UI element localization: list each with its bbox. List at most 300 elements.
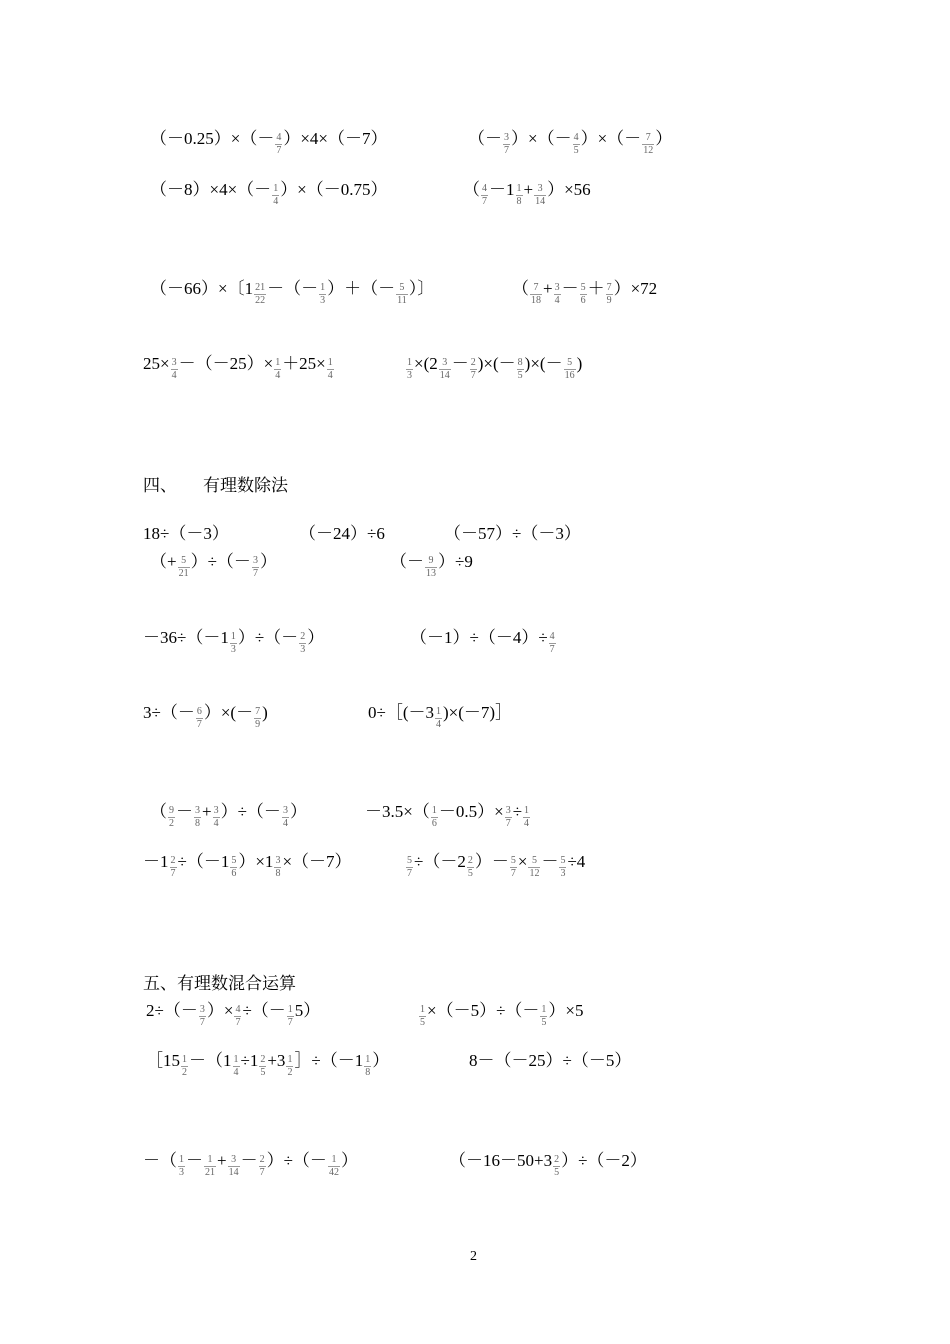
heading-mixed-operations: 五、有理数混合运算: [143, 974, 296, 993]
expression-text: ）×（－0.75）: [280, 180, 388, 199]
fraction: [364, 1054, 371, 1079]
fraction-denominator: 7: [505, 818, 511, 829]
expression-text: －（－: [267, 279, 319, 298]
fraction-denominator: 8: [516, 196, 522, 207]
exercise-expression: [444, 524, 581, 544]
fraction: [196, 706, 203, 731]
expression-text: 0÷［(－3: [368, 703, 434, 722]
fraction: [275, 132, 282, 157]
expression-text: －1: [489, 180, 515, 199]
fraction: [213, 805, 220, 830]
fraction-numerator: 5: [560, 855, 566, 866]
fraction-numerator: 1: [516, 183, 522, 194]
fraction-denominator: 13: [426, 568, 436, 579]
expression-text: （－8）×4×（－: [150, 180, 272, 199]
fraction: [505, 805, 512, 830]
fraction: [178, 1154, 185, 1179]
fraction: [254, 282, 266, 307]
fraction: [286, 1054, 293, 1079]
fraction: [564, 357, 576, 382]
fraction-denominator: 8: [275, 868, 281, 879]
fraction-numerator: 5: [580, 282, 586, 293]
fraction-denominator: 7: [549, 644, 555, 655]
expression-text: ÷（－1: [177, 852, 230, 871]
fraction-denominator: 5: [420, 1017, 425, 1028]
fraction-numerator: 1: [331, 1154, 337, 1165]
fraction-numerator: 5: [399, 282, 405, 293]
fraction-denominator: 14: [228, 1167, 239, 1178]
fraction-denominator: 4: [275, 370, 281, 381]
fraction: [419, 1004, 426, 1029]
fraction-numerator: 5: [531, 855, 537, 866]
fraction: [439, 357, 451, 382]
fraction-denominator: 2: [182, 1067, 187, 1078]
expression-text: ）〕: [408, 279, 435, 298]
fraction-numerator: 9: [428, 555, 434, 566]
expression-text: 5）: [294, 1001, 321, 1020]
fraction-numerator: 1: [230, 631, 236, 642]
fraction-numerator: 8: [517, 357, 523, 368]
fraction-numerator: 7: [645, 132, 651, 143]
fraction: [252, 555, 259, 580]
expression-text: －: [186, 1151, 203, 1170]
fraction-denominator: 5: [517, 370, 523, 381]
fraction-denominator: 14: [439, 370, 450, 381]
expression-text: －: [240, 1151, 258, 1170]
fraction-denominator: 7: [252, 568, 258, 579]
expression-text: ×（－5）÷（－: [427, 1001, 540, 1020]
fraction-numerator: 1: [287, 1004, 293, 1015]
fraction-numerator: 3: [213, 805, 219, 816]
expression-text: 18÷（－3）: [143, 524, 229, 543]
fraction: [530, 282, 542, 307]
fraction-denominator: 7: [287, 1017, 293, 1028]
expression-text: ）×（－: [580, 129, 642, 148]
expression-text: ）÷（－: [266, 1151, 327, 1170]
fraction: [170, 855, 177, 880]
fraction: [435, 706, 442, 731]
fraction-denominator: 14: [535, 196, 546, 207]
fraction: [327, 357, 334, 382]
expression-text: －: [451, 354, 469, 373]
expression-text: ＋: [587, 279, 605, 298]
fraction-denominator: 3: [179, 1167, 184, 1178]
fraction-numerator: 1: [273, 183, 279, 194]
expression-text: ): [576, 354, 583, 373]
fraction-numerator: 3: [282, 805, 288, 816]
fraction: [233, 1054, 240, 1079]
fraction-numerator: 5: [181, 555, 187, 566]
expression-text: （－0.25）×（－: [150, 129, 275, 148]
heading-division-number: 四、: [143, 476, 177, 495]
fraction: [234, 1004, 241, 1029]
fraction: [274, 357, 281, 382]
exercise-expression: [405, 852, 586, 879]
expression-text: ）: [340, 1151, 358, 1170]
expression-text: +: [217, 1151, 227, 1170]
fraction: [467, 855, 474, 880]
fraction-denominator: 6: [231, 868, 237, 879]
fraction-denominator: 2: [169, 818, 174, 829]
fraction-numerator: 3: [537, 183, 543, 194]
fraction-denominator: 18: [531, 295, 541, 306]
exercise-expression: [143, 852, 352, 879]
fraction: [580, 282, 587, 307]
fraction-denominator: 7: [196, 719, 202, 730]
expression-text: （－16－50+3: [449, 1151, 553, 1170]
fraction: [396, 282, 408, 307]
fraction-numerator: 1: [207, 1154, 213, 1165]
expression-text: ×（－7）: [282, 852, 352, 871]
fraction-denominator: 7: [235, 1017, 241, 1028]
fraction-numerator: 1: [524, 805, 530, 816]
fraction: [606, 282, 613, 307]
fraction-numerator: 1: [233, 1054, 239, 1065]
fraction-numerator: 5: [407, 855, 412, 866]
fraction: [516, 183, 523, 208]
expression-text: ）: [655, 129, 673, 148]
fraction-numerator: 4: [482, 183, 487, 194]
expression-text: )×(－: [477, 354, 516, 373]
exercise-expression: [463, 180, 591, 207]
fraction-denominator: 5: [541, 1017, 547, 1028]
fraction-numerator: 3: [199, 1004, 205, 1015]
fraction-denominator: 9: [606, 295, 612, 306]
exercise-expression: [368, 703, 513, 730]
fraction-numerator: 2: [170, 855, 176, 866]
fraction: [425, 555, 437, 580]
fraction-denominator: 4: [282, 818, 288, 829]
expression-text: ）: [289, 802, 307, 821]
heading-division-title: 有理数除法: [203, 476, 288, 495]
fraction-denominator: 5: [260, 1067, 266, 1078]
expression-text: －: [176, 802, 193, 821]
expression-text: －: [561, 279, 579, 298]
expression-text: ÷（－2: [414, 852, 466, 871]
fraction-numerator: 1: [179, 1154, 184, 1165]
fraction-denominator: 8: [195, 818, 200, 829]
fraction-numerator: 1: [420, 1004, 425, 1015]
expression-text: +: [202, 802, 212, 821]
fraction: [228, 1154, 240, 1179]
fraction-numerator: 7: [533, 282, 539, 293]
exercise-expression: [146, 1001, 321, 1028]
fraction-numerator: 2: [554, 1154, 560, 1165]
exercise-expression: [150, 129, 388, 156]
fraction-numerator: 2: [467, 855, 473, 866]
fraction-denominator: 3: [560, 868, 566, 879]
fraction-numerator: 1: [320, 282, 326, 293]
fraction-denominator: 7: [259, 1167, 265, 1178]
fraction: [528, 855, 540, 880]
fraction: [287, 1004, 294, 1029]
expression-text: ）×: [206, 1001, 234, 1020]
fraction: [272, 183, 279, 208]
fraction-denominator: 5: [467, 868, 473, 879]
fraction-numerator: 7: [606, 282, 612, 293]
fraction-numerator: 5: [567, 357, 573, 368]
expression-text: 3÷（－: [143, 703, 195, 722]
expression-text: 8－（－25）÷（－5）: [469, 1051, 632, 1070]
exercise-expression: [512, 279, 658, 306]
fraction-denominator: 4: [273, 196, 279, 207]
fraction: [259, 1154, 266, 1179]
fraction: [230, 631, 237, 656]
expression-text: （+: [150, 552, 177, 571]
expression-text: ×(2: [414, 354, 438, 373]
exercise-expression: [143, 628, 325, 655]
expression-text: －: [541, 852, 559, 871]
fraction: [181, 1054, 188, 1079]
fraction-denominator: 11: [397, 295, 407, 306]
fraction-numerator: 3: [171, 357, 177, 368]
exercise-expression: [418, 1001, 584, 1028]
fraction-denominator: 6: [431, 818, 437, 829]
fraction-denominator: 42: [328, 1167, 339, 1178]
fraction: [534, 183, 546, 208]
fraction: [517, 357, 524, 382]
fraction-denominator: 2: [287, 1067, 293, 1078]
expression-text: ）×56: [547, 180, 591, 199]
expression-text: +: [523, 180, 534, 199]
fraction-denominator: 6: [580, 295, 586, 306]
expression-text: ）×（－: [511, 129, 572, 148]
fraction: [274, 855, 281, 880]
fraction-denominator: 4: [171, 370, 177, 381]
expression-text: ）: [259, 552, 277, 571]
expression-text: ）: [307, 628, 325, 647]
fraction-numerator: 1: [365, 1054, 371, 1065]
exercise-expression: [143, 354, 335, 381]
expression-text: －1: [143, 852, 169, 871]
exercise-expression: [299, 524, 385, 544]
fraction-denominator: 4: [524, 818, 530, 829]
fraction-numerator: 9: [169, 805, 174, 816]
exercise-expression: [469, 1051, 631, 1071]
fraction: [559, 855, 566, 880]
exercise-expression: [143, 1151, 358, 1178]
fraction-numerator: 2: [260, 1054, 266, 1065]
fraction-denominator: 5: [554, 1167, 560, 1178]
expression-text: （－24）÷6: [299, 524, 385, 543]
fraction-denominator: 21: [178, 568, 189, 579]
expression-text: ＋25×: [282, 354, 326, 373]
fraction-numerator: 3: [231, 1154, 237, 1165]
expression-text: ）÷（－2）: [561, 1151, 647, 1170]
fraction-denominator: 7: [482, 196, 487, 207]
fraction-denominator: 7: [504, 145, 509, 156]
exercise-expression: [390, 552, 473, 579]
expression-text: ［15: [146, 1051, 180, 1070]
fraction: [328, 1154, 340, 1179]
fraction: [199, 1004, 206, 1029]
fraction-numerator: 4: [549, 631, 555, 642]
expression-text: －3.5×（: [365, 802, 430, 821]
fraction: [178, 555, 190, 580]
exercise-expression: [150, 279, 435, 306]
fraction: [642, 132, 654, 157]
expression-text: （－66）×〔1: [150, 279, 254, 298]
fraction-denominator: 3: [407, 370, 412, 381]
fraction: [510, 855, 517, 880]
fraction-numerator: 4: [235, 1004, 241, 1015]
fraction: [549, 631, 556, 656]
exercise-expression: [405, 354, 583, 381]
fraction: [481, 183, 488, 208]
fraction-numerator: 5: [510, 855, 516, 866]
fraction-denominator: 3: [320, 295, 326, 306]
fraction-numerator: 3: [554, 282, 560, 293]
expression-text: ）÷（－: [237, 628, 299, 647]
fraction-numerator: 2: [470, 357, 476, 368]
fraction-numerator: 3: [252, 555, 258, 566]
fraction: [299, 631, 306, 656]
fraction: [540, 1004, 547, 1029]
exercise-expression: [143, 524, 229, 544]
expression-text: －（1: [189, 1051, 232, 1070]
fraction-denominator: 3: [300, 644, 306, 655]
fraction-denominator: 7: [170, 868, 176, 879]
fraction-numerator: 1: [436, 706, 441, 717]
fraction-numerator: 4: [573, 132, 579, 143]
expression-text: （: [463, 180, 480, 199]
fraction-numerator: 2: [300, 631, 306, 642]
fraction: [406, 357, 413, 382]
fraction-numerator: 21: [255, 282, 266, 293]
fraction-denominator: 4: [233, 1067, 239, 1078]
fraction: [230, 855, 237, 880]
fraction-numerator: 5: [231, 855, 237, 866]
fraction: [204, 1154, 216, 1179]
fraction: [431, 805, 438, 830]
fraction-denominator: 4: [436, 719, 441, 730]
expression-text: ）×5: [548, 1001, 584, 1020]
fraction-numerator: 3: [505, 805, 511, 816]
fraction-numerator: 1: [431, 805, 437, 816]
expression-text: 2÷（－: [146, 1001, 198, 1020]
fraction: [523, 805, 530, 830]
expression-text: ): [262, 703, 268, 722]
fraction: [168, 805, 175, 830]
expression-text: ）÷（－: [190, 552, 251, 571]
exercise-expression: [410, 628, 557, 655]
expression-text: 25×: [143, 354, 170, 373]
fraction-denominator: 4: [213, 818, 219, 829]
fraction-denominator: 9: [255, 719, 261, 730]
expression-text: ）×72: [613, 279, 658, 298]
fraction-denominator: 7: [276, 145, 282, 156]
fraction-numerator: 3: [275, 855, 281, 866]
expression-text: ］÷（－1: [294, 1051, 364, 1070]
expression-text: ）×4×（－7）: [283, 129, 388, 148]
expression-text: ÷（－: [242, 1001, 286, 1020]
expression-text: ）÷（－: [220, 802, 281, 821]
fraction-denominator: 7: [407, 868, 412, 879]
fraction: [259, 1054, 266, 1079]
fraction-numerator: 3: [195, 805, 200, 816]
fraction-numerator: 3: [504, 132, 509, 143]
expression-text: )×(－7)］: [443, 703, 513, 722]
expression-text: －（－25）×: [178, 354, 274, 373]
fraction-denominator: 16: [564, 370, 575, 381]
fraction-denominator: 3: [230, 644, 236, 655]
expression-text: （－57）÷（－3）: [444, 524, 581, 543]
fraction-denominator: 8: [365, 1067, 371, 1078]
exercise-expression: [150, 802, 307, 829]
fraction-denominator: 22: [255, 295, 266, 306]
fraction: [319, 282, 326, 307]
expression-text: ）×(－: [203, 703, 254, 722]
expression-text: －（: [143, 1151, 177, 1170]
fraction-numerator: 4: [276, 132, 282, 143]
fraction: [470, 357, 477, 382]
fraction-numerator: 1: [287, 1054, 293, 1065]
fraction-numerator: 1: [407, 357, 412, 368]
expression-text: （－1）÷（－4）÷: [410, 628, 548, 647]
fraction-denominator: 7: [199, 1017, 205, 1028]
expression-text: ×: [517, 852, 528, 871]
expression-text: +3: [267, 1051, 286, 1070]
expression-text: ÷: [512, 802, 523, 821]
fraction: [194, 805, 201, 830]
exercise-expression: [143, 703, 268, 730]
expression-text: ÷1: [240, 1051, 259, 1070]
heading-division: [143, 476, 288, 496]
fraction-denominator: 5: [573, 145, 579, 156]
fraction-numerator: 1: [182, 1054, 187, 1065]
fraction-denominator: 4: [554, 295, 560, 306]
fraction-numerator: 1: [327, 357, 333, 368]
fraction: [406, 855, 413, 880]
expression-text: －0.5）×: [438, 802, 504, 821]
expression-text: ）－: [474, 852, 509, 871]
fraction-denominator: 12: [643, 145, 654, 156]
fraction-denominator: 7: [470, 370, 476, 381]
fraction-denominator: 12: [529, 868, 540, 879]
exercise-expression: [150, 552, 277, 579]
fraction: [171, 357, 178, 382]
fraction: [503, 132, 510, 157]
fraction-numerator: 7: [255, 706, 261, 717]
expression-text: （: [150, 802, 167, 821]
exercise-expression: [449, 1151, 647, 1178]
expression-text: ÷4: [567, 852, 586, 871]
fraction-numerator: 3: [442, 357, 448, 368]
fraction-denominator: 21: [205, 1167, 215, 1178]
fraction: [282, 805, 289, 830]
fraction-denominator: 4: [327, 370, 333, 381]
exercise-expression: [150, 180, 388, 207]
expression-text: ）: [372, 1051, 390, 1070]
fraction: [553, 1154, 560, 1179]
expression-text: ）＋（－: [327, 279, 396, 298]
expression-text: ）×1: [238, 852, 274, 871]
fraction-numerator: 1: [275, 357, 281, 368]
page-number: 2: [470, 1249, 477, 1264]
expression-text: +: [543, 279, 553, 298]
expression-text: （: [512, 279, 529, 298]
fraction-numerator: 6: [196, 706, 202, 717]
expression-text: （－: [468, 129, 502, 148]
expression-text: ）÷9: [438, 552, 473, 571]
expression-text: －36÷（－1: [143, 628, 229, 647]
expression-text: )×(－: [524, 354, 563, 373]
fraction: [254, 706, 261, 731]
expression-text: （－: [390, 552, 424, 571]
fraction: [554, 282, 561, 307]
fraction-denominator: 7: [510, 868, 516, 879]
exercise-expression: [468, 129, 673, 156]
